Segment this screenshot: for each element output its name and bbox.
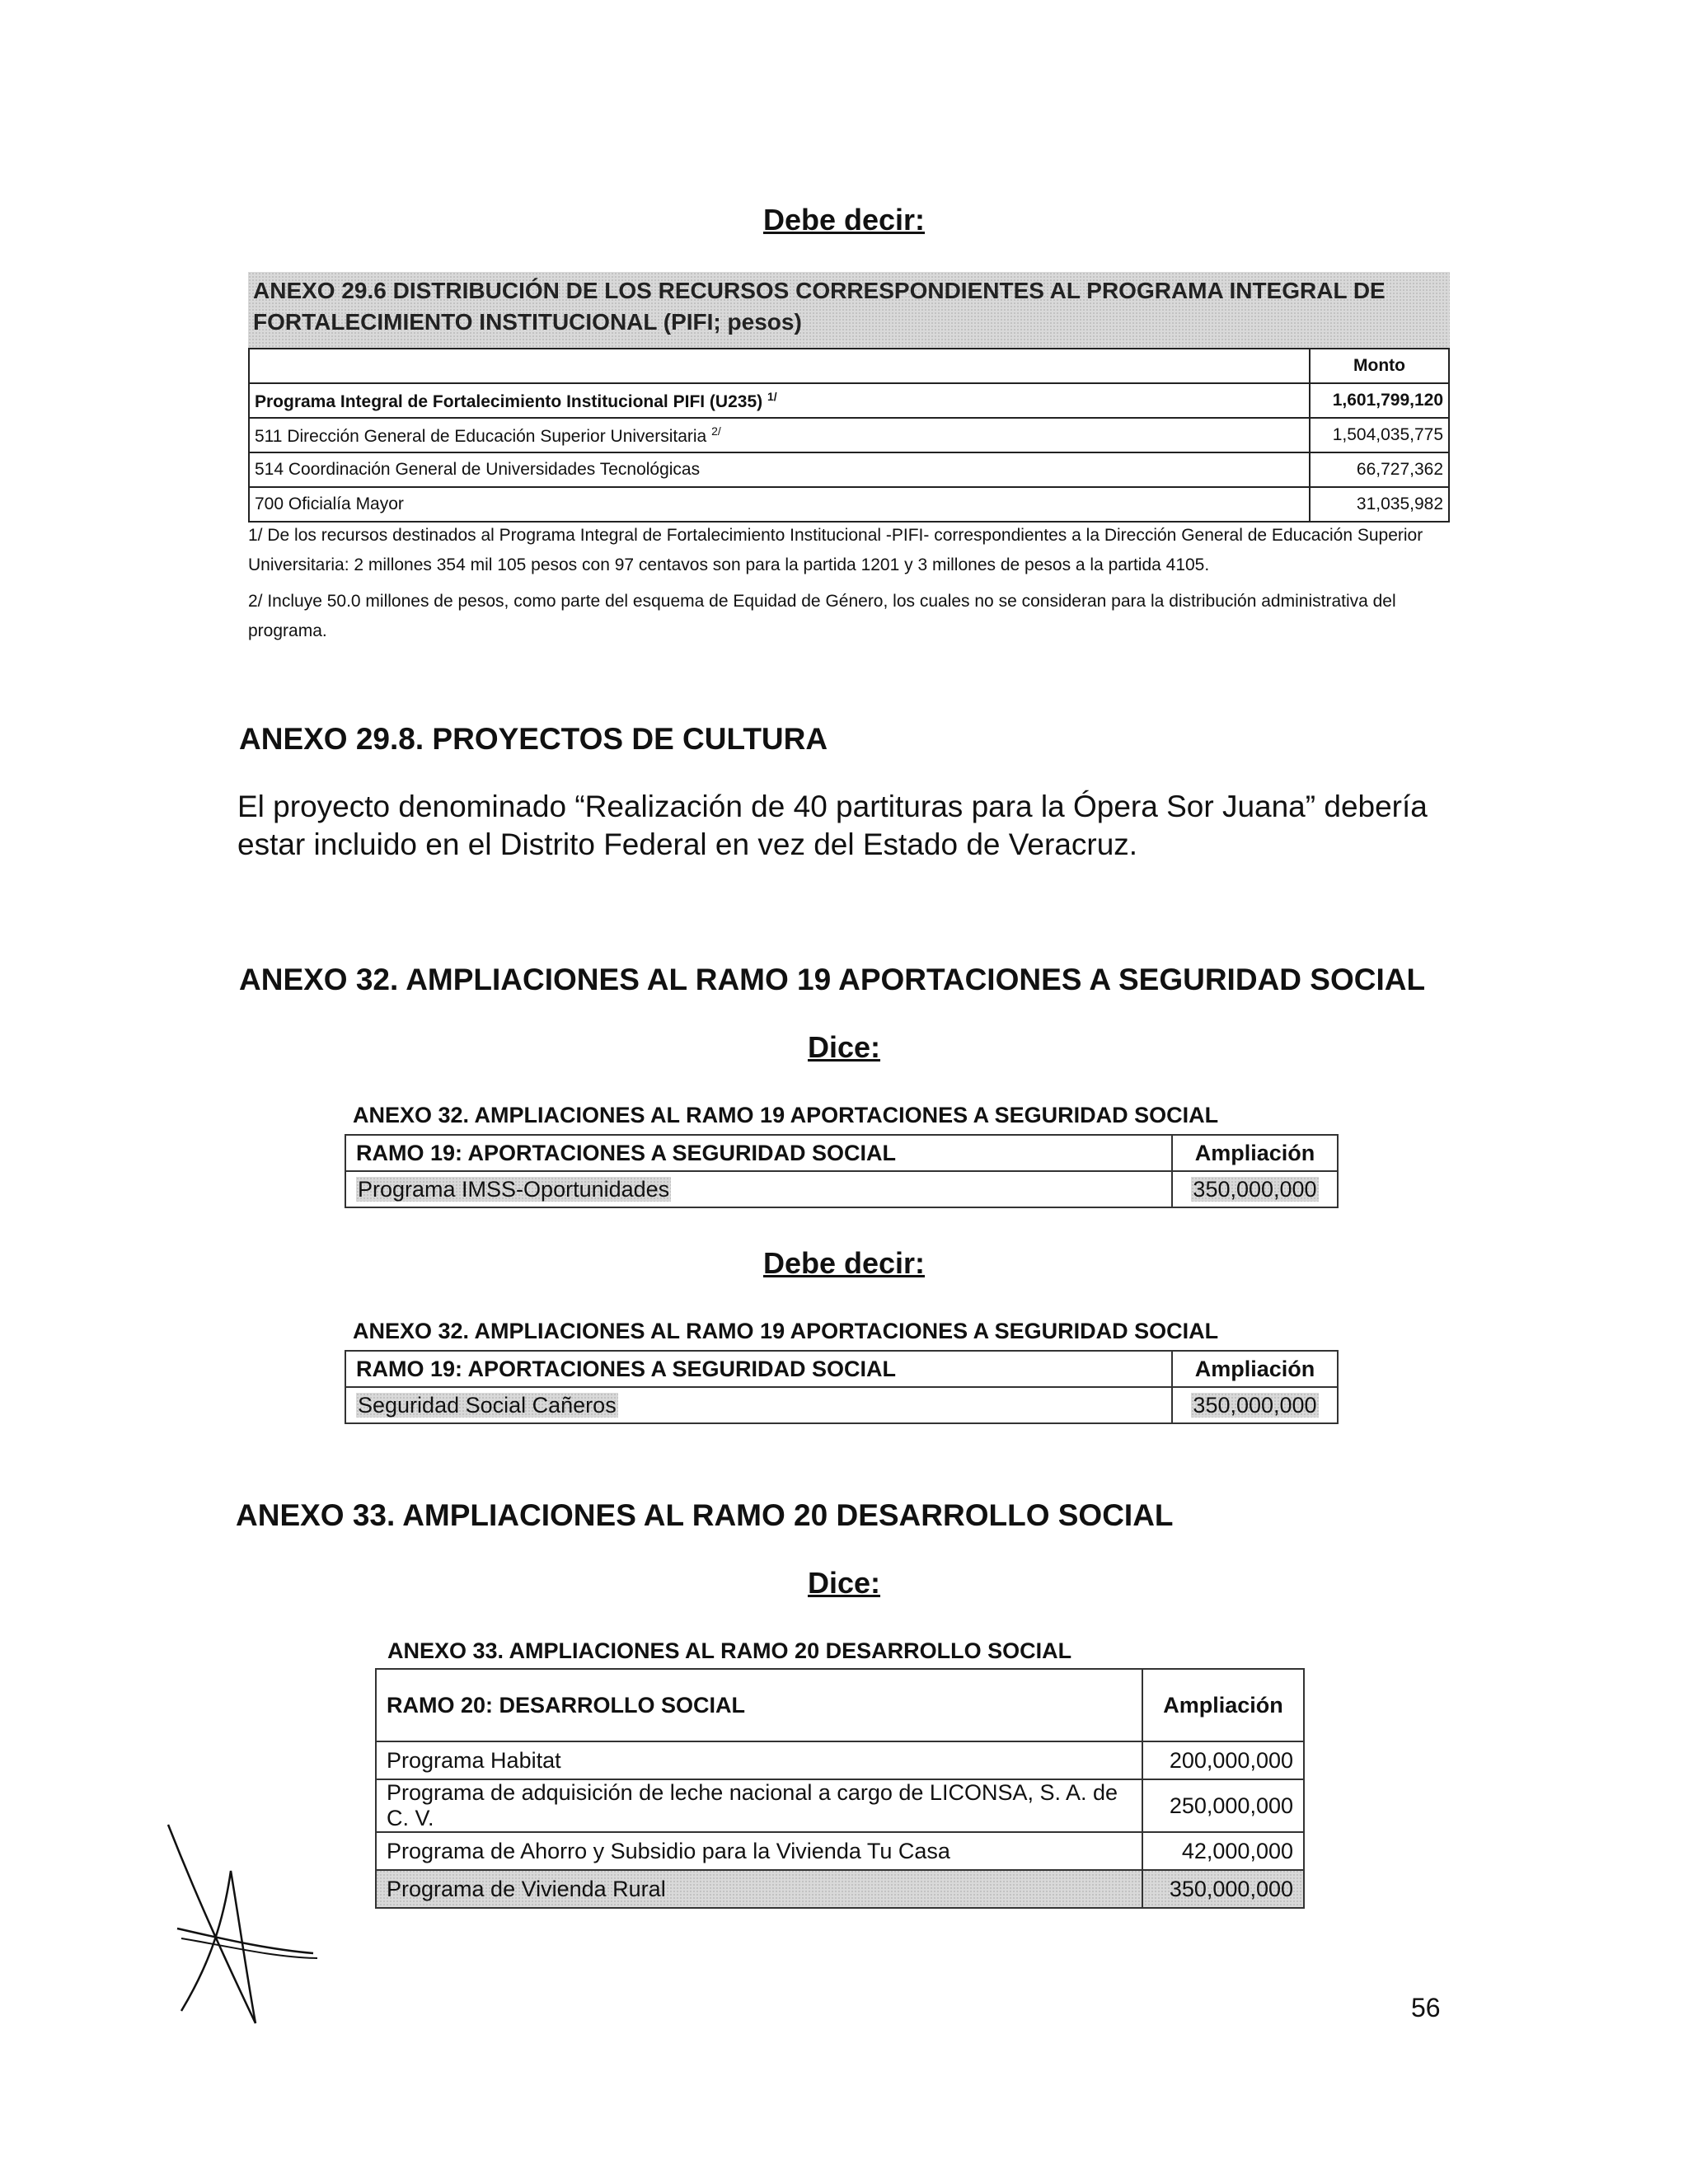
dice-heading-2: Dice: [807,1566,881,1600]
table-row [345,1351,1338,1387]
pifi-total-value: 1,601,799,120 [1310,383,1449,418]
anexo32-title: ANEXO 32. AMPLIACIONES AL RAMO 19 APORTACIONES A SEGURIDAD SOCIAL [239,963,1426,996]
row-value: 42,000,000 [1142,1832,1304,1870]
row-value: 31,035,982 [1310,487,1449,522]
pifi-total-label: Programa Integral de Fortalecimiento Institucional PIFI (U235) $^{1/}$ [249,383,1310,418]
pifi-title-band [248,272,1450,348]
debe-decir-heading: Debe decir: [762,203,926,237]
table-row [249,487,1449,522]
anexo32-dice-caption: ANEXO 32. AMPLIACIONES AL RAMO 19 APORTACIONES A SEGURIDAD SOCIAL [353,1103,1219,1127]
ramo-header: RAMO 19: APORTACIONES A SEGURIDAD SOCIAL [345,1351,1172,1387]
table-row [345,1171,1338,1207]
table-row [249,418,1449,452]
ramo-header: RAMO 19: APORTACIONES A SEGURIDAD SOCIAL [345,1135,1172,1171]
table-row [376,1779,1304,1832]
row-value: 200,000,000 [1142,1741,1304,1779]
anexo32-debe-caption: ANEXO 32. AMPLIACIONES AL RAMO 19 APORTACIONES A SEGURIDAD SOCIAL [353,1319,1219,1343]
row-label: 700 Oficialía Mayor [249,487,1310,522]
table-row [345,1135,1338,1171]
footnote-1: 1/ De los recursos destinados al Programa Integral de Fortalecimiento Institucional -PIFI- correspondientes a la Dirección General de Educación Superior Universitaria: 2 millones 354 mil 105 pesos con 97 centavos son para la partida 1201 y 3 millones de pesos a la partida 4105. [248,526,1423,574]
table-row [376,1832,1304,1870]
pifi-title: ANEXO 29.6 DISTRIBUCIÓN DE LOS RECURSOS CORRESPONDIENTES AL PROGRAMA INTEGRAL DE FORTALECIMIENTO INSTITUCIONAL (PIFI; pesos) [253,278,1386,335]
row-value: 66,727,362 [1310,452,1449,487]
table-row [249,349,1449,383]
table-row [376,1669,1304,1741]
anexo33-caption: ANEXO 33. AMPLIACIONES AL RAMO 20 DESARROLLO SOCIAL [387,1638,1072,1663]
row-label: 511 Dirección General de Educación Superior Universitaria $^{2/}$ [249,418,1310,452]
row-label: Programa IMSS-Oportunidades [345,1171,1172,1207]
anexo32-debe-table [345,1350,1339,1424]
ampliacion-header: Ampliación [1142,1669,1304,1741]
row-label: Programa de Ahorro y Subsidio para la Vivienda Tu Casa [376,1832,1142,1870]
table-row [249,452,1449,487]
dice-heading: Dice: [807,1030,881,1064]
anexo32-dice-table [345,1134,1339,1208]
table-cell [249,349,1310,383]
row-label: Seguridad Social Cañeros [345,1387,1172,1423]
footnote-2: 2/ Incluye 50.0 millones de pesos, como parte del esquema de Equidad de Género, los cuales no se consideran para la distribución administrativa del programa. [248,592,1396,640]
row-value: 350,000,000 [1172,1171,1338,1207]
pifi-table [248,348,1450,523]
monto-header: Monto [1310,349,1449,383]
signature-mark [157,1813,330,2036]
ramo-header: RAMO 20: DESARROLLO SOCIAL [376,1669,1142,1741]
row-value: 350,000,000 [1172,1387,1338,1423]
anexo33-table [375,1668,1305,1909]
debe-decir-heading-2: Debe decir: [762,1246,926,1280]
row-label: Programa de Vivienda Rural [376,1870,1142,1908]
page-number: 56 [1411,1993,1441,2022]
cultura-title: ANEXO 29.8. PROYECTOS DE CULTURA [239,722,828,756]
table-row [376,1870,1304,1908]
ampliacion-header: Ampliación [1172,1351,1338,1387]
row-value: 350,000,000 [1142,1870,1304,1908]
row-label: Programa de adquisición de leche nacional a cargo de LICONSA, S. A. de C. V. [376,1779,1142,1832]
row-value: 1,504,035,775 [1310,418,1449,452]
table-row [345,1387,1338,1423]
anexo33-title: ANEXO 33. AMPLIACIONES AL RAMO 20 DESARROLLO SOCIAL [236,1498,1174,1532]
cultura-body: El proyecto denominado “Realización de 40 partituras para la Ópera Sor Juana” debería estar incluido en el Distrito Federal en vez del Estado de Veracruz. [237,790,1428,861]
row-label: Programa Habitat [376,1741,1142,1779]
table-row [376,1741,1304,1779]
row-value: 250,000,000 [1142,1779,1304,1832]
row-label: 514 Coordinación General de Universidades Tecnológicas [249,452,1310,487]
ampliacion-header: Ampliación [1172,1135,1338,1171]
table-row [249,383,1449,418]
